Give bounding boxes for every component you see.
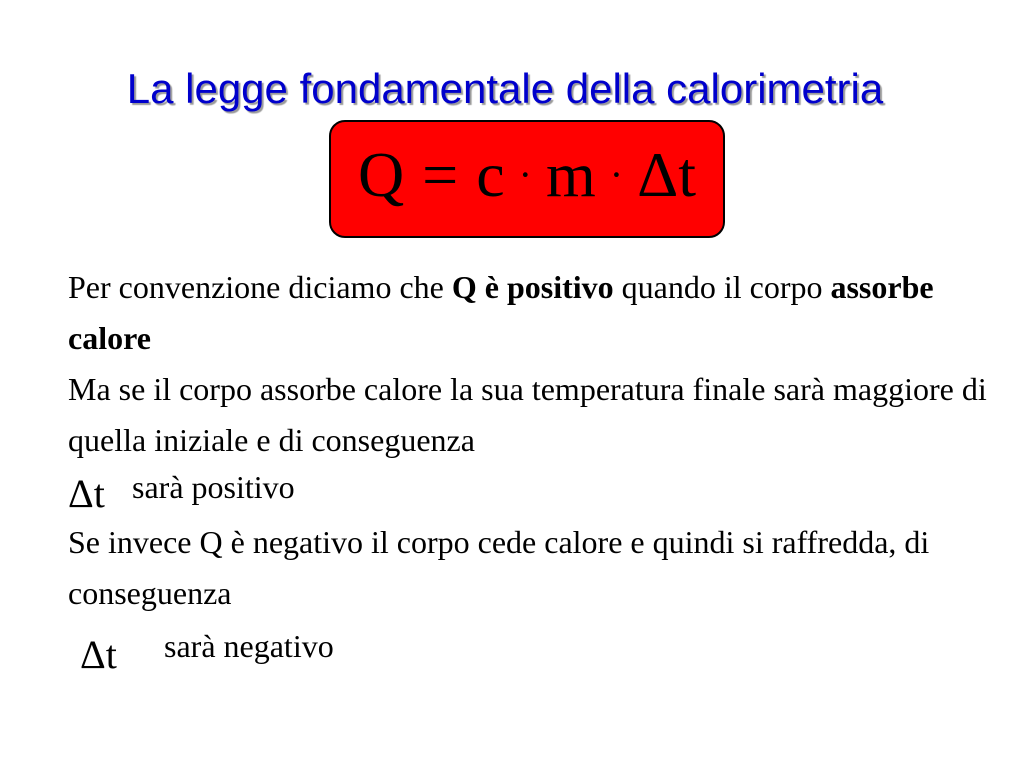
paragraph-convention-text-2: quando il corpo: [613, 269, 831, 305]
delta-negative-line: [68, 619, 988, 677]
delta-t-symbol: Δt: [68, 471, 105, 516]
formula-dot-1: ·: [518, 152, 532, 197]
slide-title: La legge fondamentale della calorimetria: [126, 65, 884, 112]
formula-dot-2: ·: [609, 152, 624, 197]
delta-negative-text: sarà negativo: [164, 628, 334, 664]
delta-positive-text: sarà positivo: [132, 469, 295, 505]
delta-t-symbol: Δt: [80, 632, 117, 677]
paragraph-negative: Se invece Q è negativo il corpo cede calore e quindi si raffredda, di conseguenza: [68, 524, 930, 611]
paragraph-convention-bold-2: assorbe calore: [68, 269, 934, 356]
delta-positive-line: [68, 466, 988, 517]
paragraph-convention: [68, 262, 988, 364]
paragraph-temperature: Ma se il corpo assorbe calore la sua temperatura finale sarà maggiore di quella iniziale e di conseguenza: [68, 371, 987, 458]
formula-box: [329, 120, 725, 238]
calorimetry-formula: [357, 139, 697, 210]
formula-q: Q: [357, 139, 405, 210]
formula-m: m: [546, 139, 596, 210]
slide-body: [68, 262, 988, 677]
paragraph-convention-text-1: Per convenzione diciamo che: [68, 269, 452, 305]
paragraph-convention-bold-1: Q è positivo: [451, 269, 614, 305]
formula-delta-t: Δt: [637, 139, 697, 210]
formula-equals: =: [422, 139, 459, 210]
formula-c: c: [476, 139, 505, 210]
